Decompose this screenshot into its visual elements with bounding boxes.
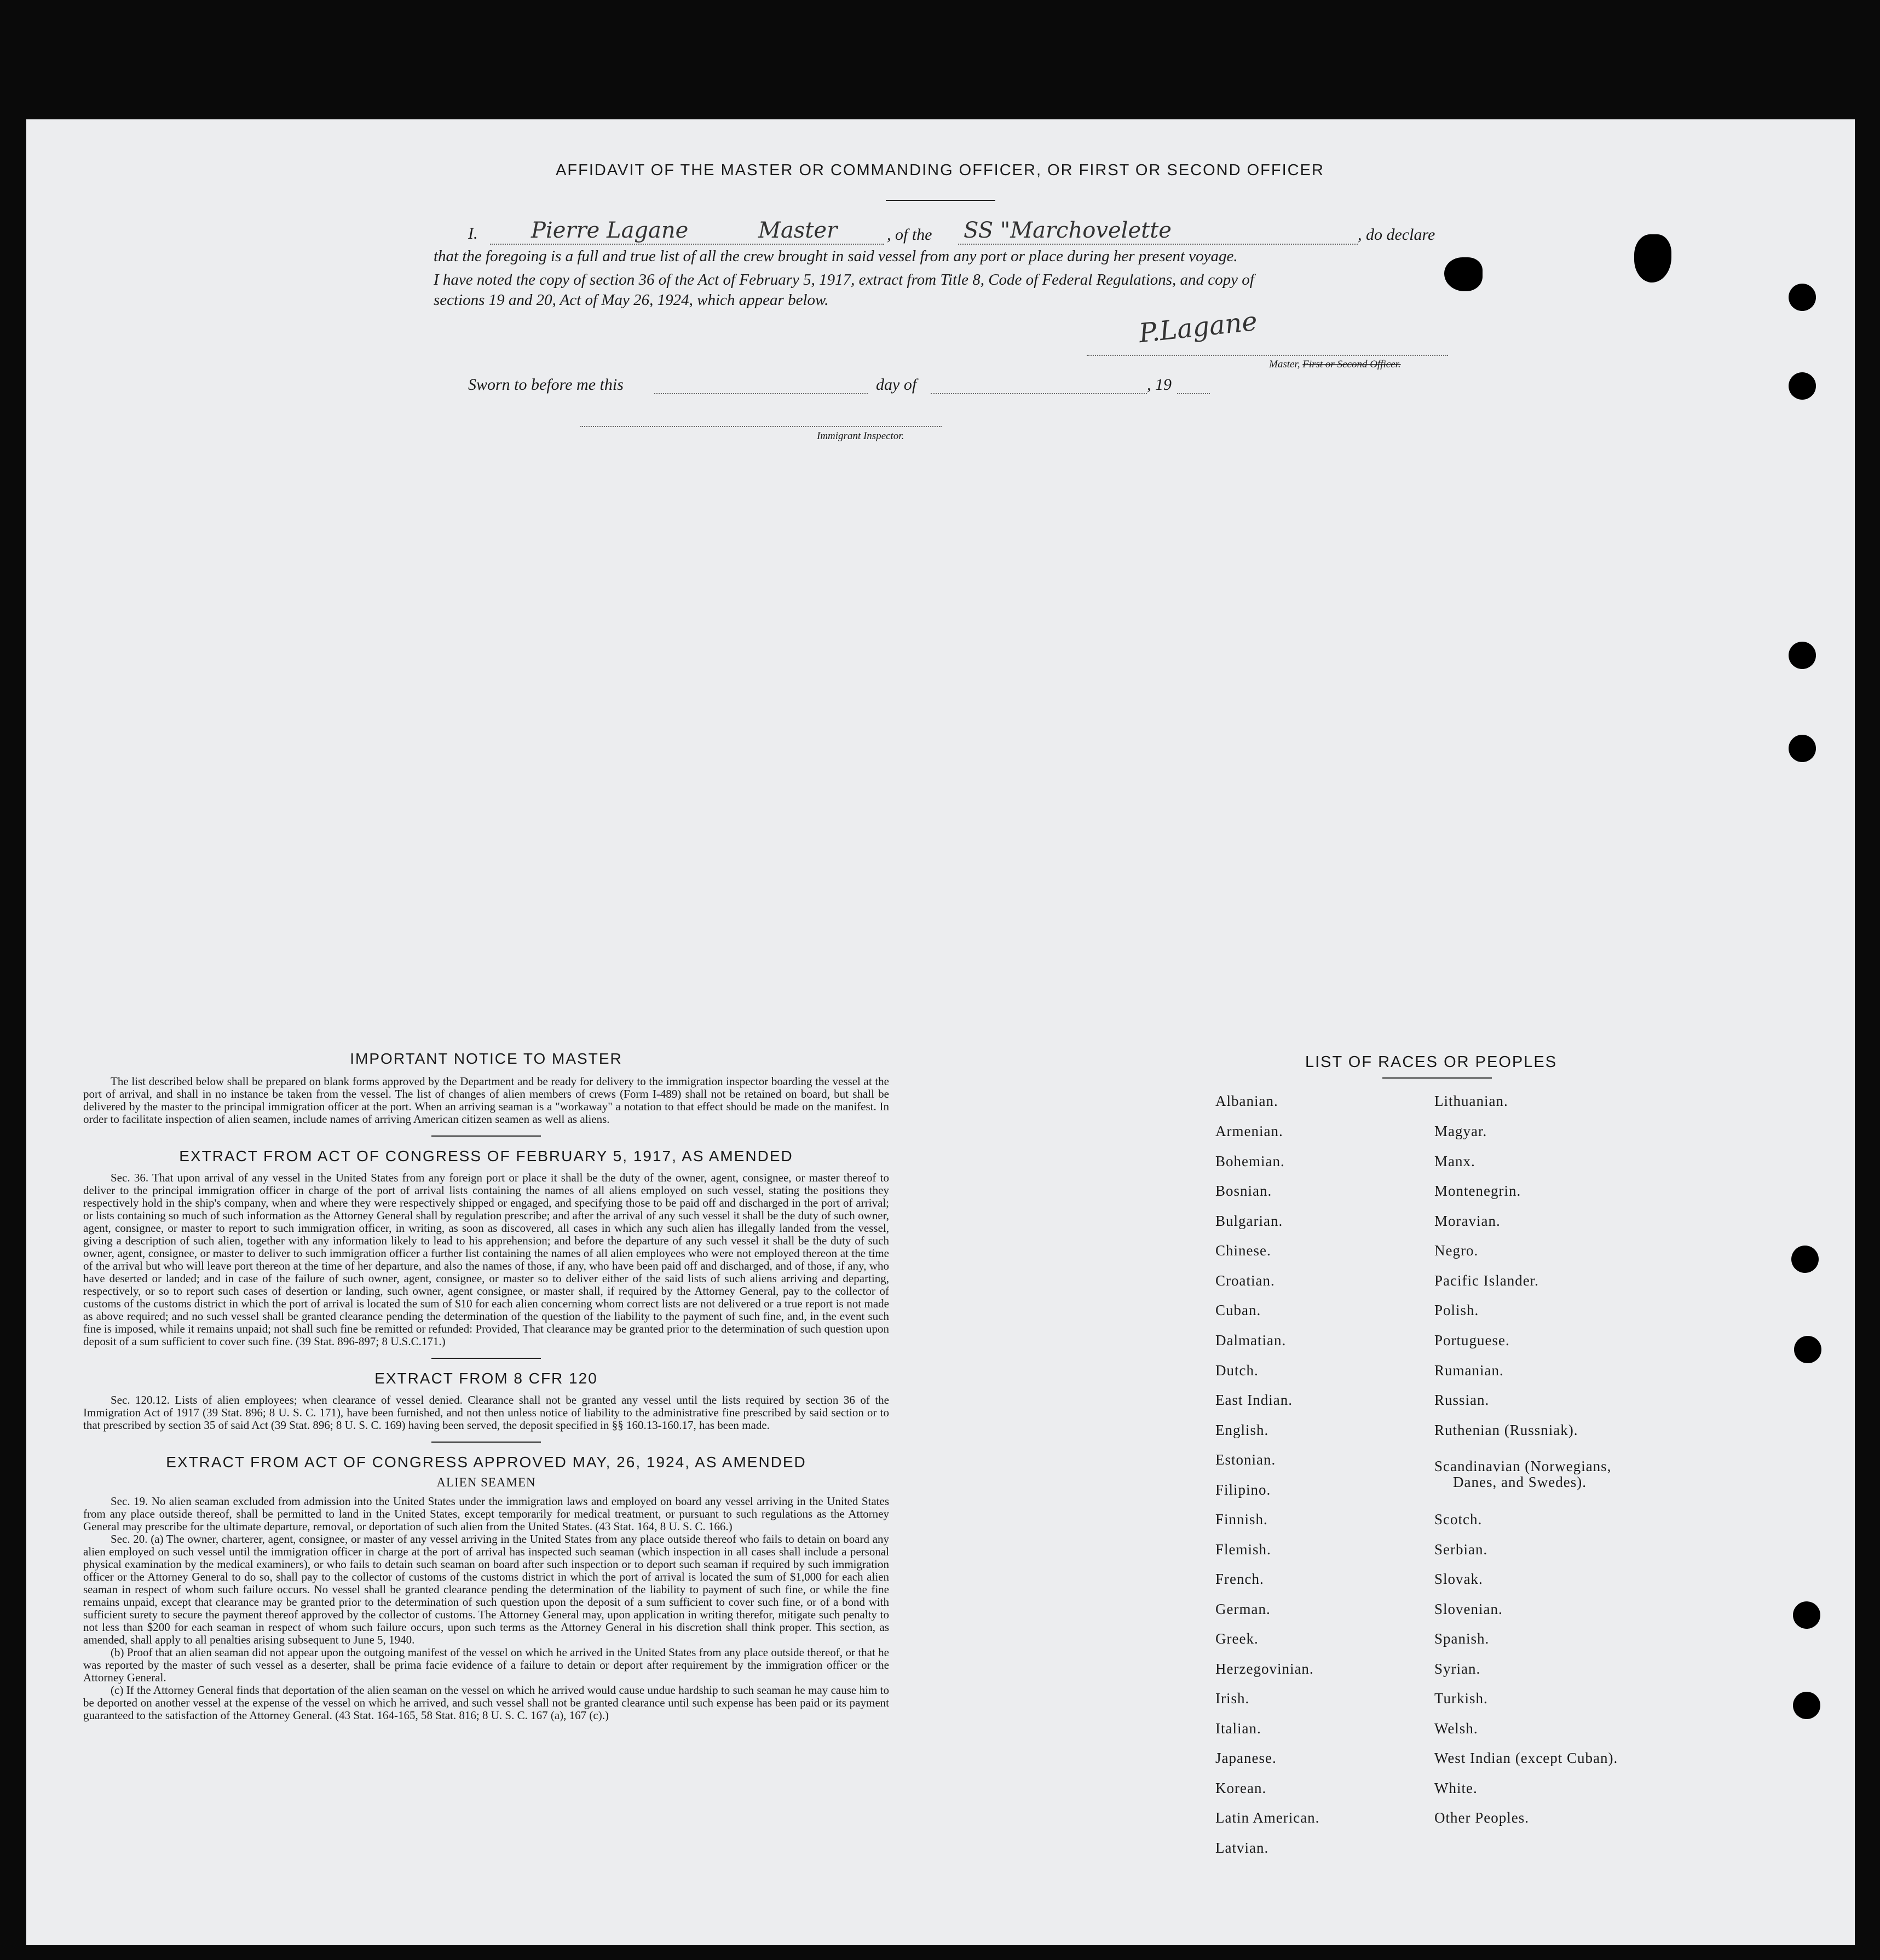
race-item: Filipino. [1215, 1481, 1271, 1498]
caption-master: Master, [1269, 359, 1300, 370]
sec-20c-text: (c) If the Attorney General finds that deportation of the alien seaman on the vessel on which he arrived would cause undue hardship to such seaman he may cause him to be deported on another vessel at the expense of the vessel on which he arrived, and such vessel shall not be granted clearance until such expense has been paid or its payment guaranteed to the satisfaction of the Attorney General. (43 Stat. 164-165, 58 Stat. 816; 8 U. S. C. 167 (a), 167 (c).) [83, 1684, 889, 1722]
race-item: Cuban. [1215, 1302, 1261, 1318]
race-item: Moravian. [1434, 1213, 1501, 1229]
sworn-label: Sworn to before me this [468, 376, 624, 394]
races-divider [1382, 1077, 1492, 1079]
signature: P.Lagane [1137, 305, 1259, 349]
race-item: Magyar. [1434, 1123, 1487, 1139]
race-item: Manx. [1434, 1153, 1475, 1169]
cfr-divider [431, 1442, 541, 1443]
race-item: Slovenian. [1434, 1601, 1503, 1617]
year-label: , 19 [1147, 376, 1172, 394]
race-item: Portuguese. [1434, 1332, 1510, 1348]
handwritten-vessel: SS "Marchovelette [964, 218, 1172, 243]
race-item: German. [1215, 1601, 1271, 1617]
race-item: Armenian. [1215, 1123, 1283, 1139]
declaration-line-4: sections 19 and 20, Act of May 26, 1924, which appear below. [434, 291, 829, 309]
of-the-label: , of the [887, 226, 932, 244]
extract-1917-title: EXTRACT FROM ACT OF CONGRESS OF FEBRUARY 5, 1917, AS AMENDED [179, 1148, 793, 1165]
race-item: Other Peoples. [1434, 1809, 1529, 1826]
races-title: LIST OF RACES OR PEOPLES [1305, 1053, 1558, 1071]
punch-hole [1789, 284, 1816, 311]
race-item: Russian. [1434, 1392, 1490, 1408]
race-item: Turkish. [1434, 1690, 1488, 1707]
race-item: Chinese. [1215, 1242, 1271, 1259]
race-item: Greek. [1215, 1630, 1259, 1647]
handwritten-rank: Master [758, 218, 838, 243]
extract-1917-divider [431, 1358, 541, 1359]
race-item: French. [1215, 1571, 1264, 1587]
punch-hole [1794, 1336, 1821, 1363]
race-item: Estonian. [1215, 1451, 1276, 1468]
race-item: Lithuanian. [1434, 1093, 1508, 1109]
race-item: Finnish. [1215, 1511, 1268, 1527]
handwritten-name: Pierre Lagane [531, 218, 689, 243]
sec-20b-text: (b) Proof that an alien seaman did not appear upon the outgoing manifest of the vessel on which he arrived in the United States from any place outside thereof, or that he was reported by the master of such vessel as a deserter, shall be prima facie evidence of a failure to detain or deport after requirement by the immigration officer or the Attorney General. [83, 1646, 889, 1684]
race-item: Latin American. [1215, 1809, 1320, 1826]
signature-line [1087, 355, 1448, 356]
race-item: Polish. [1434, 1302, 1479, 1318]
race-item: Japanese. [1215, 1750, 1277, 1766]
declaration-line-3: I have noted the copy of section 36 of the Act of February 5, 1917, extract from Title 8, Code of Federal Regulations, and copy of [434, 271, 1254, 289]
race-item: Negro. [1434, 1242, 1479, 1259]
race-item: Ruthenian (Russniak). [1434, 1422, 1578, 1438]
race-item: Scotch. [1434, 1511, 1483, 1527]
race-item: Irish. [1215, 1690, 1250, 1707]
inspector-line [580, 426, 942, 427]
race-item: Herzegovinian. [1215, 1661, 1314, 1677]
race-item: Spanish. [1434, 1630, 1490, 1647]
race-item: Dalmatian. [1215, 1332, 1287, 1348]
signature-caption [1269, 359, 1401, 371]
race-item: Bulgarian. [1215, 1213, 1283, 1229]
race-item: Serbian. [1434, 1541, 1488, 1558]
vessel-line [958, 244, 1358, 245]
sworn-year-line [1177, 393, 1210, 394]
cfr-text: Sec. 120.12. Lists of alien employees; when clearance of vessel denied. Clearance shall not be granted any vessel until the lists required by section 36 of the Immigration Act of 1917 (39 Stat. 896; 8 U. S. C. 171), have been furnished, and not then unless notice of liability to the administrative fine prescribed by said section or to that prescribed by section 35 of said Act (39 Stat. 896; 8 U. S. C. 169) having been served, the deposit specified in §§ 160.13-160.17, has been made. [83, 1393, 889, 1432]
race-item: White. [1434, 1780, 1478, 1796]
race-item: West Indian (except Cuban). [1434, 1750, 1618, 1766]
race-item: Croatian. [1215, 1272, 1275, 1289]
race-item: Syrian. [1434, 1661, 1481, 1677]
extract-1924-title: EXTRACT FROM ACT OF CONGRESS APPROVED MAY, 26, 1924, AS AMENDED [166, 1454, 806, 1471]
race-item: Montenegrin. [1434, 1183, 1521, 1199]
punch-hole [1793, 1692, 1820, 1719]
race-item: Dutch. [1215, 1362, 1259, 1379]
cfr-title: EXTRACT FROM 8 CFR 120 [374, 1370, 598, 1387]
race-item: Albanian. [1215, 1093, 1278, 1109]
race-item: Pacific Islander. [1434, 1272, 1539, 1289]
do-declare-label: , do declare [1358, 226, 1435, 244]
race-item: Welsh. [1434, 1720, 1478, 1737]
sworn-day-line [654, 393, 868, 394]
title-divider [886, 200, 995, 201]
alien-seamen-subtitle: ALIEN SEAMEN [436, 1475, 536, 1489]
race-item: Latvian. [1215, 1840, 1269, 1856]
caption-struck: First or Second Officer. [1302, 359, 1401, 370]
punch-hole [1791, 1246, 1819, 1273]
affidavit-i-label: I. [468, 224, 478, 243]
affidavit-title: AFFIDAVIT OF THE MASTER OR COMMANDING OFFICER, OR FIRST OR SECOND OFFICER [556, 162, 1324, 179]
race-item: Flemish. [1215, 1541, 1271, 1558]
race-item: Slovak. [1434, 1571, 1483, 1587]
race-item: East Indian. [1215, 1392, 1293, 1408]
race-item: Italian. [1215, 1720, 1261, 1737]
race-item: Rumanian. [1434, 1362, 1504, 1379]
legal-column [83, 1050, 889, 1722]
punch-hole [1793, 1601, 1820, 1629]
punch-hole [1789, 372, 1816, 400]
sec-19-text: Sec. 19. No alien seaman excluded from admission into the United States under the immigration laws and employed on board any vessel arriving in the United States from any place outside thereof, shall be permitted to land in the United States, except temporarily for medical treatment, or pursuant to such regulations as the Attorney General may prescribe for the ultimate departure, removal, or deportation of such alien from the United States. (43 Stat. 164, 8 U. S. C. 166.) [83, 1495, 889, 1533]
notice-divider [431, 1135, 541, 1137]
declaration-line-2: that the foregoing is a full and true list of all the crew brought in said vessel from any port or place during her present voyage. [434, 247, 1238, 265]
punch-hole [1789, 735, 1816, 762]
ink-blot [1444, 257, 1483, 291]
extract-1917-text: Sec. 36. That upon arrival of any vessel in the United States from any foreign port or place it shall be the duty of the owner, agent, consignee, or master thereof to deliver to the principal immigration officer in charge of the port of arrival lists containing the names of all aliens employed on such vessel, stating the positions they respectively hold in the ship's company, when and where they were respectively shipped or engaged, and specifying those to be paid off and discharged in the port of arrival; or lists containing so much of such information as the Attorney General shall by regulation prescribe; and after the arrival of any such vessel it shall be the duty of such owner, agent, consignee, or master to report to such immigration officer, in writing, as soon as discovered, all cases in which any such alien has illegally landed from the vessel, giving a description of such alien, together with any information likely to lead to his apprehension; and before the departure of any such vessel it shall be the duty of such owner, agent, consignee, or master to deliver to such immigration officer a further list containing the names of all alien employees who were not employed thereon at the time of the arrival but who will leave port thereon at the time of her departure, and also the names of those, if any, who have been paid off and discharged, and of those, if any, who have deserted or landed; and in case of the failure of such owner, agent, consignee, or master so to deliver either of the said lists of such aliens arriving and departing, respectively, or so to report such cases of desertion or landing, such owner, agent consignee, or master shall, if required by the Attorney General, pay to the collector of customs of the customs district in which the port of arrival is located the sum of $10 for each alien concerning whom correct lists are not delivered or a true report is not made as above required; and no such vessel shall be granted clearance pending the determination of the question of the liability to the payment of such fine, and, in the event such fine is imposed, while it remains unpaid; not shall such fine be remitted or refunded: Provided, That clearance may be granted prior to the determination of such question upon deposit of a sum sufficient to cover such fine. (39 Stat. 896-897; 8 U.S.C.171.) [83, 1171, 889, 1348]
race-item: Bosnian. [1215, 1183, 1272, 1199]
race-item: Bohemian. [1215, 1153, 1285, 1169]
punch-hole [1789, 642, 1816, 669]
sworn-month-line [931, 393, 1147, 394]
race-item: Korean. [1215, 1780, 1267, 1796]
sec-20a-text: Sec. 20. (a) The owner, charterer, agent, consignee, or master of any vessel arriving in the United States from any place outside thereof who fails to detain on board any alien employed on such vessel until the immigration officer in charge at the port of arrival has inspected such seaman (which inspection in all cases shall include a personal physical examination by the medical examiners), or who fails to detain such seaman on board after such inspection or to deport such seaman if required by such immigration officer or the Attorney General to do so, shall pay to the collector of customs of the customs district in which the port of arrival is located the sum of $1,000 for each alien seaman in respect of whom such failure occurs. No vessel shall be granted clearance pending the determination of the liability to payment of such fine, or while the fine remains unpaid, except that clearance may be granted prior to the determination of such question upon the deposit of a sum sufficient to cover such fine, or of a bond with sufficient surety to secure the payment thereof approved by the collector of customs. The Attorney General may, upon application in writing therefor, mitigate such penalty to not less than $200 for each seaman in respect of whom such failure occurs, upon such terms as the Attorney General in his discretion shall think proper. This section, as amended, shall apply to all penalties arising subsequent to June 5, 1940. [83, 1532, 889, 1646]
race-item: Scandinavian (Norwegians, [1434, 1458, 1612, 1474]
notice-title: IMPORTANT NOTICE TO MASTER [350, 1050, 622, 1067]
race-item: English. [1215, 1422, 1269, 1438]
day-of-label: day of [876, 376, 917, 394]
name-line [490, 244, 884, 245]
notice-text: The list described below shall be prepared on blank forms approved by the Department and be ready for delivery to the immigration inspector boarding the vessel at the port of arrival, and shall in no instance be taken from the vessel. The list of changes of alien members of crews (Form I-489) shall not be retained on board, but shall be delivered by the master to the principal immigration officer at the port. When an arriving seaman is a "workaway" a notation to that effect should be made on the manifest. In order to facilitate inspection of alien seamen, include names of arriving American citizen seamen as well as aliens. [83, 1075, 889, 1126]
inspector-caption: Immigrant Inspector. [817, 430, 904, 442]
race-item: Danes, and Swedes). [1453, 1474, 1587, 1490]
